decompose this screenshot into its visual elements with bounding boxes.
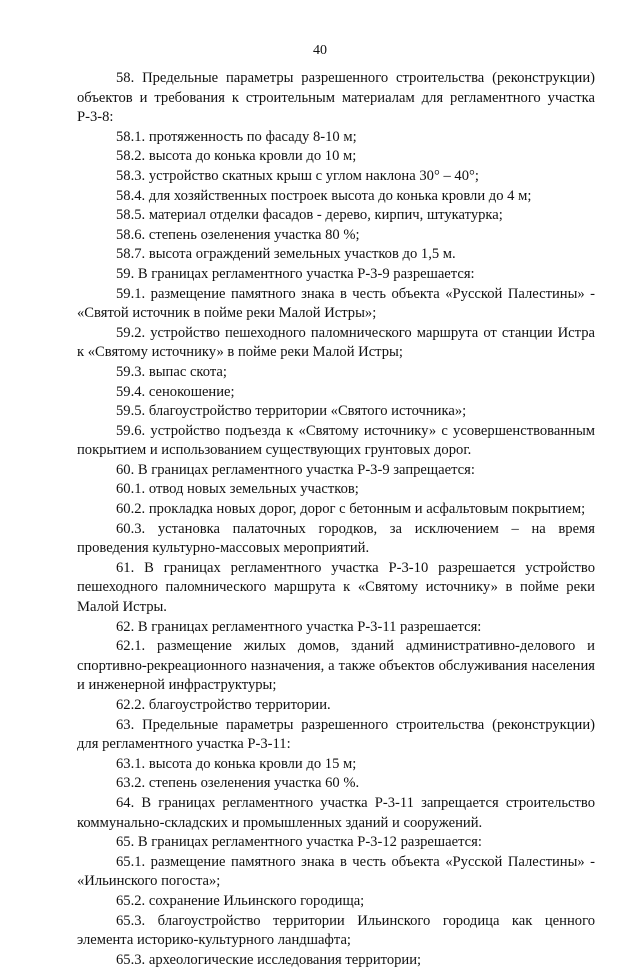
paragraph: 65.3. благоустройство территории Ильинского городица как ценного элемента историко-культурного ландшафта; <box>77 912 595 949</box>
paragraph: 59.5. благоустройство территории «Святого источника»; <box>116 403 467 420</box>
paragraph: 58.5. материал отделки фасадов - дерево, кирпич, штукатурка; <box>116 207 503 224</box>
paragraph: 58.1. протяженность по фасаду 8-10 м; <box>116 128 357 145</box>
paragraph: 60.1. отвод новых земельных участков; <box>116 481 359 498</box>
paragraph: 59.6. устройство подъезда к «Святому источнику» с усовершенствованным покрытием и использованием существующих грунтовых дорог. <box>77 422 595 459</box>
paragraph: 60.2. прокладка новых дорог, дорог с бетонным и асфальтовым покрытием; <box>116 501 586 518</box>
paragraph: 63.2. степень озеленения участка 60 %. <box>116 775 360 792</box>
page-number: 40 <box>313 43 327 58</box>
paragraph: 62. В границах регламентного участка Р-3-11 разрешается: <box>116 618 482 635</box>
paragraph: 61. В границах регламентного участка Р-3-10 разрешается устройство пешеходного паломнического маршрута к «Святому источнику» в пойме реки Малой Истры. <box>77 559 595 616</box>
paragraph: 58.6. степень озеленения участка 80 %; <box>116 226 360 243</box>
paragraph: 60. В границах регламентного участка Р-3-9 запрещается: <box>116 461 475 478</box>
paragraph: 65. В границах регламентного участка Р-3-12 разрешается: <box>116 834 482 851</box>
paragraph: 58.2. высота до конька кровли до 10 м; <box>116 148 357 165</box>
paragraph: 59. В границах регламентного участка Р-3-9 разрешается: <box>116 265 475 282</box>
paragraph: 58.3. устройство скатных крыш с углом наклона 30° – 40°; <box>116 167 479 184</box>
paragraph: 59.4. сенокошение; <box>116 383 235 400</box>
document-body <box>77 69 595 970</box>
paragraph: 59.1. размещение памятного знака в честь объекта «Русской Палестины» - «Святой источник в пойме реки Малой Истры»; <box>77 285 595 322</box>
paragraph: 65.2. сохранение Ильинского городища; <box>116 892 365 909</box>
paragraph: 65.3. археологические исследования территории; <box>116 951 422 968</box>
paragraph: 59.3. выпас скота; <box>116 363 227 380</box>
paragraph: 58. Предельные параметры разрешенного строительства (реконструкции) объектов и требования к строительным материалам для регламентного участка Р-3-8: <box>77 70 595 126</box>
paragraph: 62.2. благоустройство территории. <box>116 697 331 713</box>
paragraph: 64. В границах регламентного участка Р-3-11 запрещается строительство коммунально-складских и промышленных зданий и сооружений. <box>77 794 595 831</box>
paragraph: 58.7. высота ограждений земельных участков до 1,5 м. <box>116 246 456 263</box>
paragraph: 59.2. устройство пешеходного паломнического маршрута от станции Истра к «Святому источнику» в пойме реки Малой Истры; <box>77 324 595 361</box>
paragraph: 58.4. для хозяйственных построек высота до конька кровли до 4 м; <box>116 187 532 204</box>
paragraph: 63.1. высота до конька кровли до 15 м; <box>116 755 357 772</box>
paragraph: 65.1. размещение памятного знака в честь объекта «Русской Палестины» - «Ильинского погоста»; <box>77 853 595 890</box>
paragraph: 63. Предельные параметры разрешенного строительства (реконструкции) для регламентного участка Р-3-11: <box>77 716 595 753</box>
paragraph: 62.1. размещение жилых домов, зданий административно-делового и спортивно-рекреационного назначения, а также объектов обслуживания населения и инженерной инфраструктуры; <box>77 638 595 694</box>
paragraph: 60.3. установка палаточных городков, за исключением – на время проведения культурно-массовых мероприятий. <box>77 520 595 557</box>
